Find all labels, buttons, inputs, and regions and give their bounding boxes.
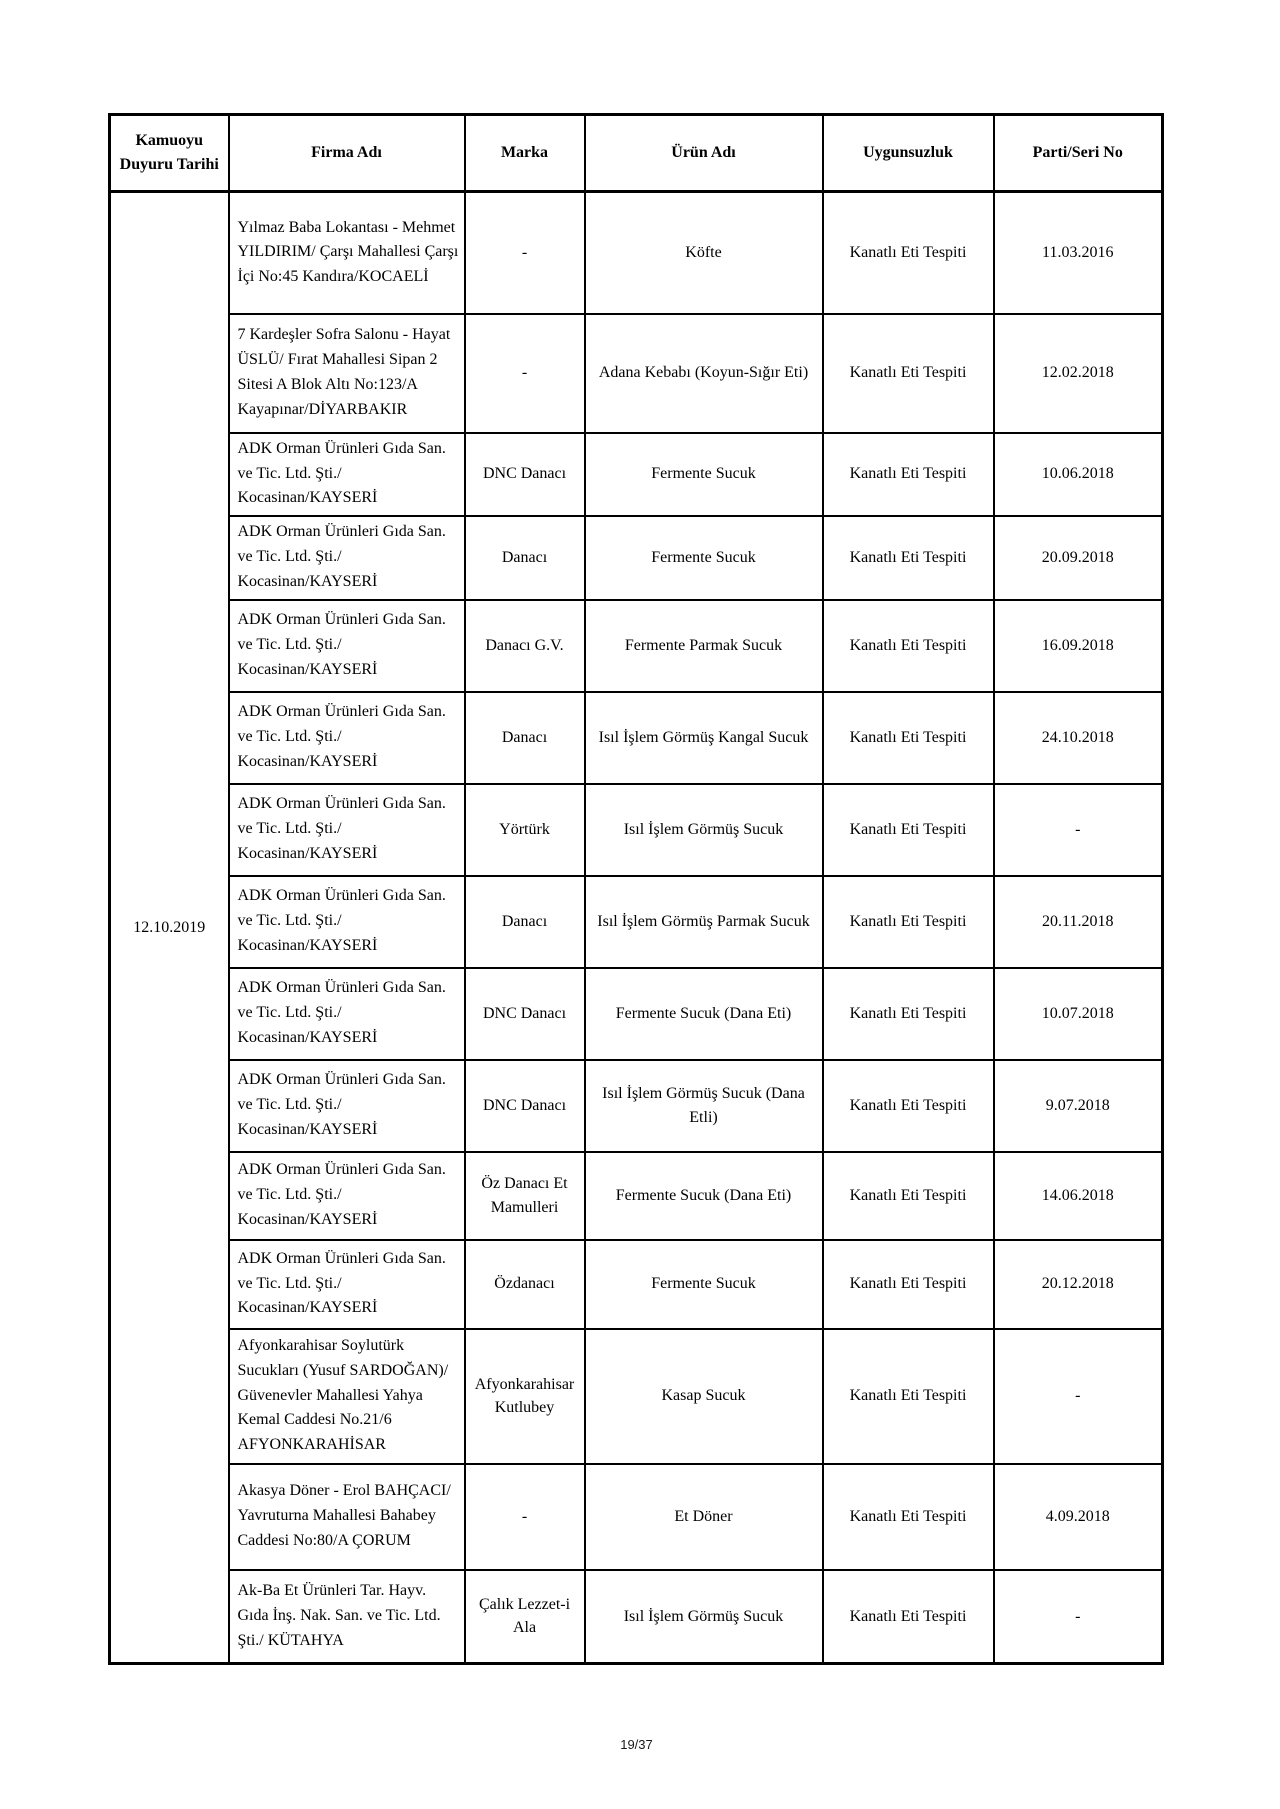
food-recall-table <box>108 113 1164 1665</box>
cell-batch-serial-no: 20.09.2018 <box>994 516 1163 600</box>
cell-product-name: Fermente Sucuk (Dana Eti) <box>585 968 823 1060</box>
cell-firm-name: ADK Orman Ürünleri Gıda San. ve Tic. Ltd. Şti./ Kocasinan/KAYSERİ <box>229 692 465 784</box>
cell-nonconformity: Kanatlı Eti Tespiti <box>823 968 994 1060</box>
table-row <box>110 600 1163 692</box>
table-row <box>110 1329 1163 1464</box>
cell-nonconformity: Kanatlı Eti Tespiti <box>823 314 994 433</box>
cell-nonconformity: Kanatlı Eti Tespiti <box>823 1570 994 1664</box>
cell-firm-name: Akasya Döner - Erol BAHÇACI/ Yavruturna Mahallesi Bahabey Caddesi No:80/A ÇORUM <box>229 1464 465 1570</box>
cell-brand: - <box>465 192 585 314</box>
cell-product-name: Fermente Sucuk (Dana Eti) <box>585 1152 823 1240</box>
cell-brand: Danacı G.V. <box>465 600 585 692</box>
cell-product-name: Fermente Sucuk <box>585 516 823 600</box>
table-row <box>110 784 1163 876</box>
cell-brand: - <box>465 314 585 433</box>
cell-batch-serial-no: 16.09.2018 <box>994 600 1163 692</box>
cell-firm-name: ADK Orman Ürünleri Gıda San. ve Tic. Ltd. Şti./ Kocasinan/KAYSERİ <box>229 516 465 600</box>
col-header-nonconformity: Uygunsuzluk <box>823 115 994 192</box>
cell-batch-serial-no: - <box>994 784 1163 876</box>
cell-nonconformity: Kanatlı Eti Tespiti <box>823 600 994 692</box>
cell-firm-name: Afyonkarahisar Soylutürk Sucukları (Yusuf SARDOĞAN)/ Güvenevler Mahallesi Yahya Kemal Caddesi No.21/6 AFYONKARAHİSAR <box>229 1329 465 1464</box>
cell-firm-name: ADK Orman Ürünleri Gıda San. ve Tic. Ltd. Şti./ Kocasinan/KAYSERİ <box>229 876 465 968</box>
header-row <box>110 115 1163 192</box>
cell-product-name: Kasap Sucuk <box>585 1329 823 1464</box>
cell-firm-name: ADK Orman Ürünleri Gıda San. ve Tic. Ltd. Şti./ Kocasinan/KAYSERİ <box>229 784 465 876</box>
cell-brand: Özdanacı <box>465 1240 585 1329</box>
cell-firm-name: ADK Orman Ürünleri Gıda San. ve Tic. Ltd. Şti./ Kocasinan/KAYSERİ <box>229 968 465 1060</box>
col-header-firm-name: Firma Adı <box>229 115 465 192</box>
cell-batch-serial-no: 4.09.2018 <box>994 1464 1163 1570</box>
cell-batch-serial-no: 10.07.2018 <box>994 968 1163 1060</box>
cell-brand: Çalık Lezzet-i Ala <box>465 1570 585 1664</box>
cell-nonconformity: Kanatlı Eti Tespiti <box>823 1464 994 1570</box>
cell-nonconformity: Kanatlı Eti Tespiti <box>823 692 994 784</box>
cell-product-name: Isıl İşlem Görmüş Sucuk (Dana Etli) <box>585 1060 823 1152</box>
cell-nonconformity: Kanatlı Eti Tespiti <box>823 784 994 876</box>
cell-firm-name: ADK Orman Ürünleri Gıda San. ve Tic. Ltd. Şti./ Kocasinan/KAYSERİ <box>229 1152 465 1240</box>
cell-firm-name: ADK Orman Ürünleri Gıda San. ve Tic. Ltd. Şti./ Kocasinan/KAYSERİ <box>229 1060 465 1152</box>
cell-nonconformity: Kanatlı Eti Tespiti <box>823 876 994 968</box>
cell-batch-serial-no: 14.06.2018 <box>994 1152 1163 1240</box>
cell-product-name: Isıl İşlem Görmüş Parmak Sucuk <box>585 876 823 968</box>
cell-product-name: Köfte <box>585 192 823 314</box>
table-row <box>110 433 1163 516</box>
col-header-product-name: Ürün Adı <box>585 115 823 192</box>
table-row <box>110 968 1163 1060</box>
cell-batch-serial-no: 10.06.2018 <box>994 433 1163 516</box>
cell-batch-serial-no: 9.07.2018 <box>994 1060 1163 1152</box>
cell-product-name: Fermente Sucuk <box>585 1240 823 1329</box>
table-row <box>110 1152 1163 1240</box>
cell-brand: Danacı <box>465 516 585 600</box>
cell-product-name: Et Döner <box>585 1464 823 1570</box>
cell-firm-name: ADK Orman Ürünleri Gıda San. ve Tic. Ltd. Şti./ Kocasinan/KAYSERİ <box>229 433 465 516</box>
table-row <box>110 1060 1163 1152</box>
cell-product-name: Adana Kebabı (Koyun-Sığır Eti) <box>585 314 823 433</box>
cell-product-name: Fermente Sucuk <box>585 433 823 516</box>
announcement-date-cell: 12.10.2019 <box>110 192 229 1664</box>
table-row <box>110 1570 1163 1664</box>
cell-batch-serial-no: 24.10.2018 <box>994 692 1163 784</box>
col-header-brand: Marka <box>465 115 585 192</box>
table-row <box>110 516 1163 600</box>
cell-brand: Öz Danacı Et Mamulleri <box>465 1152 585 1240</box>
cell-product-name: Isıl İşlem Görmüş Kangal Sucuk <box>585 692 823 784</box>
cell-brand: DNC Danacı <box>465 433 585 516</box>
table-row <box>110 1464 1163 1570</box>
cell-product-name: Fermente Parmak Sucuk <box>585 600 823 692</box>
table-row <box>110 1240 1163 1329</box>
cell-nonconformity: Kanatlı Eti Tespiti <box>823 1152 994 1240</box>
cell-nonconformity: Kanatlı Eti Tespiti <box>823 1329 994 1464</box>
cell-firm-name: ADK Orman Ürünleri Gıda San. ve Tic. Ltd. Şti./ Kocasinan/KAYSERİ <box>229 1240 465 1329</box>
cell-batch-serial-no: - <box>994 1329 1163 1464</box>
cell-brand: Danacı <box>465 876 585 968</box>
table-row <box>110 314 1163 433</box>
cell-nonconformity: Kanatlı Eti Tespiti <box>823 1060 994 1152</box>
cell-nonconformity: Kanatlı Eti Tespiti <box>823 516 994 600</box>
cell-brand: DNC Danacı <box>465 1060 585 1152</box>
cell-brand: Yörtürk <box>465 784 585 876</box>
cell-firm-name: ADK Orman Ürünleri Gıda San. ve Tic. Ltd. Şti./ Kocasinan/KAYSERİ <box>229 600 465 692</box>
cell-nonconformity: Kanatlı Eti Tespiti <box>823 192 994 314</box>
col-header-batch-serial-no: Parti/Seri No <box>994 115 1163 192</box>
cell-batch-serial-no: 12.02.2018 <box>994 314 1163 433</box>
col-header-announcement-date: Kamuoyu Duyuru Tarihi <box>110 115 229 192</box>
cell-brand: Afyonkarahisar Kutlubey <box>465 1329 585 1464</box>
page-number: 19/37 <box>620 1737 653 1752</box>
cell-firm-name: Yılmaz Baba Lokantası - Mehmet YILDIRIM/ Çarşı Mahallesi Çarşı İçi No:45 Kandıra/KOCAELİ <box>229 192 465 314</box>
cell-nonconformity: Kanatlı Eti Tespiti <box>823 1240 994 1329</box>
cell-firm-name: 7 Kardeşler Sofra Salonu - Hayat ÜSLÜ/ Fırat Mahallesi Sipan 2 Sitesi A Blok Altı No:123/A Kayapınar/DİYARBAKIR <box>229 314 465 433</box>
cell-nonconformity: Kanatlı Eti Tespiti <box>823 433 994 516</box>
cell-product-name: Isıl İşlem Görmüş Sucuk <box>585 1570 823 1664</box>
cell-brand: Danacı <box>465 692 585 784</box>
cell-brand: DNC Danacı <box>465 968 585 1060</box>
cell-batch-serial-no: 20.11.2018 <box>994 876 1163 968</box>
cell-brand: - <box>465 1464 585 1570</box>
table-row <box>110 692 1163 784</box>
table-row <box>110 876 1163 968</box>
cell-product-name: Isıl İşlem Görmüş Sucuk <box>585 784 823 876</box>
cell-batch-serial-no: 11.03.2016 <box>994 192 1163 314</box>
table-row <box>110 192 1163 314</box>
cell-batch-serial-no: 20.12.2018 <box>994 1240 1163 1329</box>
cell-firm-name: Ak-Ba Et Ürünleri Tar. Hayv. Gıda İnş. Nak. San. ve Tic. Ltd. Şti./ KÜTAHYA <box>229 1570 465 1664</box>
cell-batch-serial-no: - <box>994 1570 1163 1664</box>
